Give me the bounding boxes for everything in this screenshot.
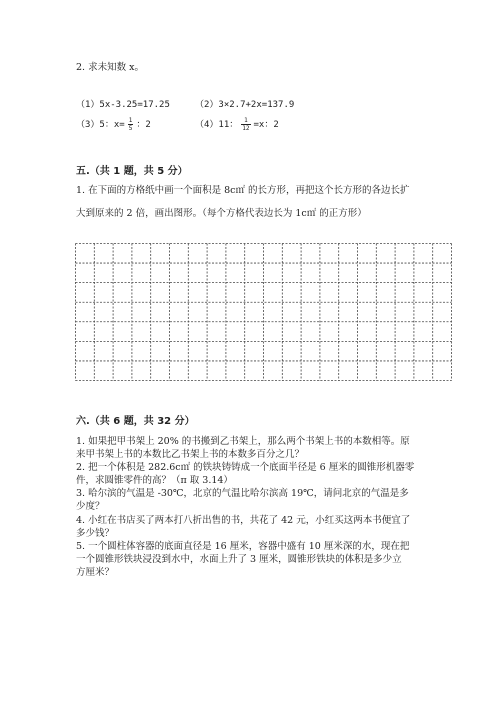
equation-4: [195, 117, 279, 132]
equation-4-number: （4）: [195, 120, 219, 130]
section-5-heading: 五.（共 1 题，共 5 分）: [76, 166, 188, 177]
equation-2: [195, 97, 294, 110]
fraction-denominator: 5: [128, 125, 133, 132]
section-5-question-line-1: 1. 在下面的方格纸中画一个面积是 8c㎡ 的长方形，再把这个长方形的各边长扩: [76, 185, 410, 196]
equation-2-number: （2）: [195, 100, 219, 110]
equation-1-expr: 5x-3.25=17.25: [99, 100, 170, 110]
section-6-line-3: 2. 把一个体积是 282.6c㎡ 的铁块铸铸成一个底面半径是 6 厘米的圆锥形机器零: [76, 462, 415, 473]
section-6-line-4: 件，求圆锥零件的高？（π 取 3.14）: [76, 475, 233, 486]
section-6-line-7: 4. 小红在书店买了两本打八折出售的书，共花了 42 元，小红买这两本书便宜了: [76, 515, 411, 526]
equation-3: [76, 117, 151, 132]
equation-2-expr: 3×2.7+2x=137.9: [218, 100, 295, 110]
question-2-title: 2. 求未知数 x。: [76, 62, 144, 73]
equation-3-number: （3）: [76, 120, 100, 130]
equation-3-fraction: [128, 117, 134, 132]
section-6-line-11: 方厘米？: [76, 567, 115, 578]
fraction-numerator: 1: [128, 117, 133, 124]
section-6-line-10: 一个圆锥形铁块浸没到水中，水面上升了 3 厘米，圆锥形铁块的体积是多少立: [76, 554, 402, 565]
equation-1: [76, 97, 170, 110]
section-6-line-2: 来甲书架上书的本数比乙书架上书的本数多百分之几？: [76, 449, 305, 460]
section-6-line-6: 少度？: [76, 501, 105, 512]
equation-1-number: （1）: [76, 100, 100, 110]
equation-3-after: ：2: [136, 120, 151, 130]
equation-4-fraction: [241, 117, 250, 132]
section-5-question-line-2: 大到原来的 2 倍，画出图形。（每个方格代表边长为 1c㎡ 的正方形）: [76, 208, 367, 219]
section-6-line-5: 3. 哈尔滨的气温是 -30℃，北京的气温比哈尔滨高 19℃，请问北京的气温是多: [76, 488, 409, 499]
section-6-heading: 六.（共 6 题，共 32 分）: [76, 416, 195, 427]
fraction-numerator: 1: [241, 117, 250, 125]
equation-4-before: 11：: [218, 120, 239, 130]
square-grid-paper[interactable]: [75, 243, 452, 381]
fraction-denominator: 12: [242, 125, 250, 132]
section-6-line-8: 多少钱？: [76, 528, 115, 539]
equation-3-before: 5：x=: [99, 120, 125, 130]
section-6-line-9: 5. 一个圆柱体容器的底面直径是 16 厘米，容器中盛有 10 厘米深的水，现在把: [76, 541, 410, 552]
equation-4-after: =x：2: [253, 120, 279, 130]
section-6-line-1: 1. 如果把甲书架上 20% 的书搬到乙书架上，那么两个书架上书的本数相等。原: [76, 436, 410, 447]
